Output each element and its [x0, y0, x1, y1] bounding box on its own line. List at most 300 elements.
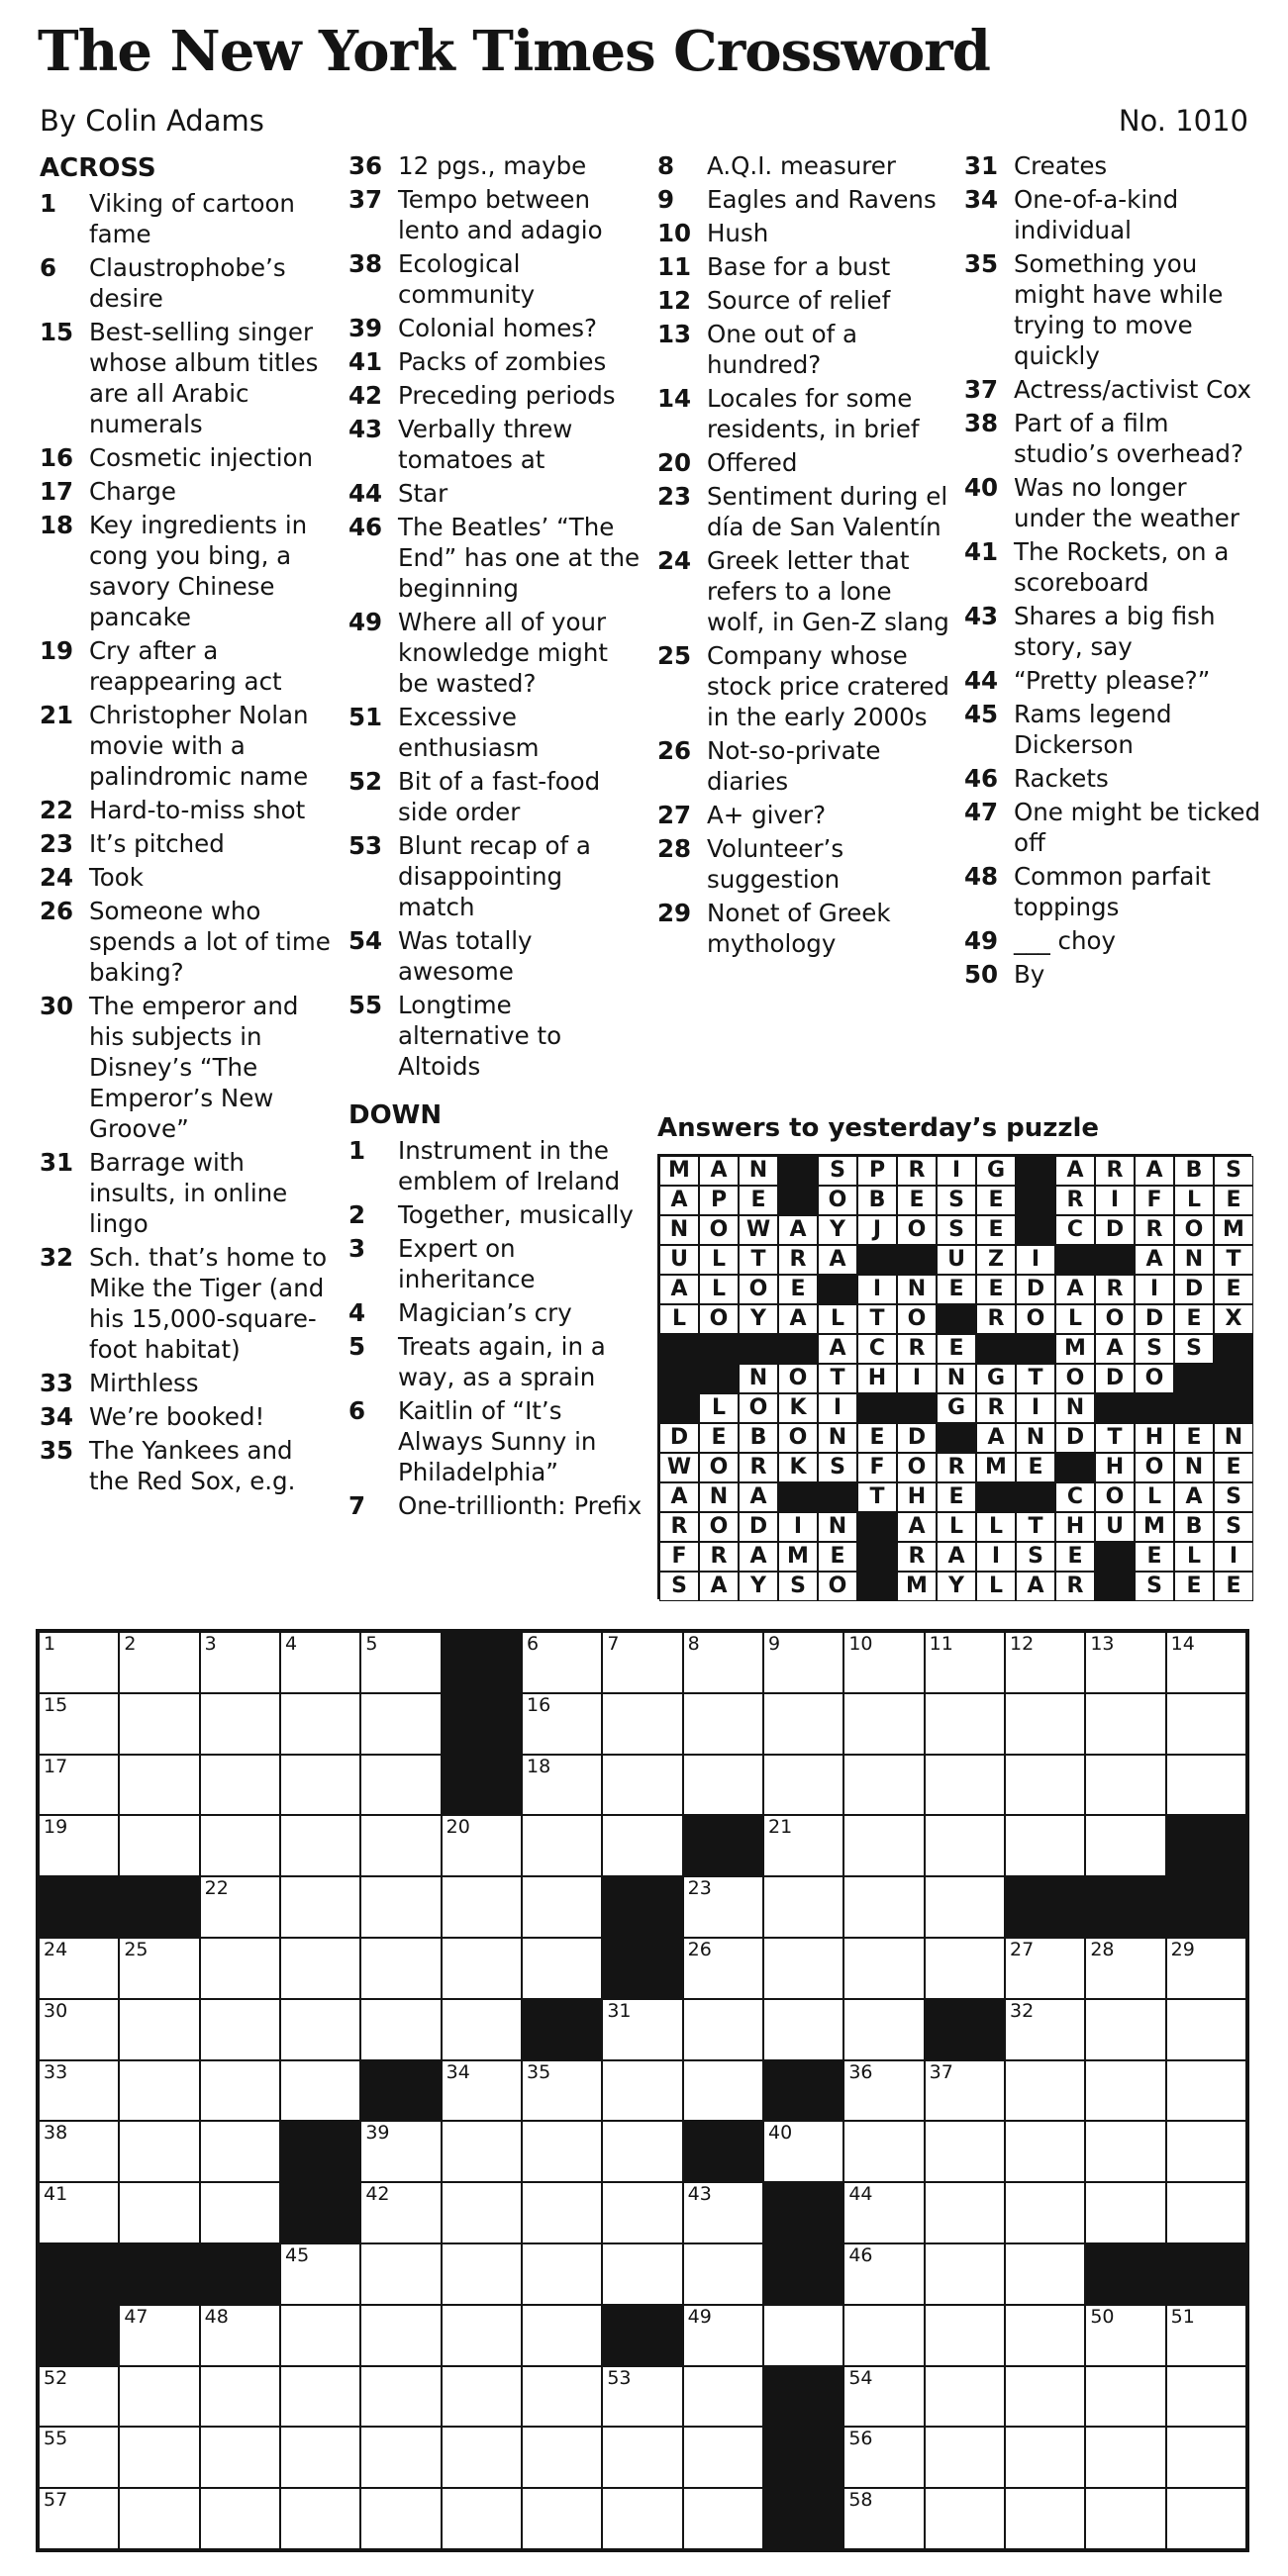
grid-cell[interactable] [1085, 2305, 1165, 2366]
grid-cell[interactable] [843, 1876, 924, 1938]
clue-text: The Rockets, on a scoreboard [1014, 537, 1230, 597]
grid-cell[interactable] [119, 1938, 199, 1999]
grid-cell[interactable] [683, 1755, 763, 1816]
grid-cell[interactable] [602, 2427, 682, 2488]
grid-cell[interactable] [280, 1693, 360, 1755]
grid-cell[interactable] [1005, 2488, 1085, 2549]
grid-cell[interactable] [1005, 1938, 1085, 1999]
grid-cell[interactable] [200, 2427, 280, 2488]
cell-number: 40 [768, 2122, 793, 2145]
grid-cell[interactable] [119, 1999, 199, 2060]
grid-cell[interactable] [442, 1938, 522, 1999]
down-clue [657, 184, 954, 215]
grid-cell[interactable] [39, 2488, 119, 2549]
clue-text: Rams legend Dickerson [1014, 700, 1172, 759]
black-square [360, 2060, 441, 2122]
grid-cell[interactable] [442, 2121, 522, 2182]
answer-black-square [976, 1334, 1016, 1364]
answer-letter: G [976, 1364, 1016, 1393]
grid-cell[interactable] [442, 2060, 522, 2122]
grid-cell[interactable] [1085, 2060, 1165, 2122]
grid-cell[interactable] [602, 2060, 682, 2122]
grid-cell[interactable] [200, 1938, 280, 1999]
grid-cell[interactable] [442, 1999, 522, 2060]
down-clue [964, 184, 1261, 245]
grid-cell[interactable] [602, 2121, 682, 2182]
answer-black-square [857, 1393, 897, 1423]
grid-cell[interactable] [39, 2121, 119, 2182]
grid-cell[interactable] [39, 1815, 119, 1876]
answer-letter: D [659, 1423, 699, 1453]
answer-letter: R [976, 1393, 1016, 1423]
grid-cell[interactable] [360, 1876, 441, 1938]
grid-cell[interactable] [925, 1876, 1005, 1938]
grid-cell[interactable] [280, 2305, 360, 2366]
grid-cell[interactable] [360, 1632, 441, 1693]
grid-cell[interactable] [522, 1938, 602, 1999]
grid-cell[interactable] [843, 2243, 924, 2305]
grid-cell[interactable] [683, 2182, 763, 2243]
grid-cell[interactable] [763, 1632, 843, 1693]
across-clue [348, 478, 645, 509]
cell-number: 39 [365, 2122, 390, 2145]
grid-cell[interactable] [360, 2121, 441, 2182]
grid-cell[interactable] [522, 2060, 602, 2122]
grid-cell[interactable] [763, 1693, 843, 1755]
grid-cell[interactable] [843, 2427, 924, 2488]
grid-cell[interactable] [602, 1755, 682, 1816]
grid-cell[interactable] [1085, 1693, 1165, 1755]
grid-cell[interactable] [683, 1999, 763, 2060]
grid-cell[interactable] [925, 1938, 1005, 1999]
grid-cell[interactable] [1085, 1632, 1165, 1693]
grid-cell[interactable] [1166, 1632, 1246, 1693]
grid-cell[interactable] [925, 2182, 1005, 2243]
grid-cell[interactable] [442, 1815, 522, 1876]
grid-cell[interactable] [280, 1755, 360, 1816]
answers-grid [657, 1154, 1251, 1599]
grid-cell[interactable] [683, 2243, 763, 2305]
grid-cell[interactable] [360, 2182, 441, 2243]
answer-letter: D [897, 1423, 937, 1453]
clue-text: A.Q.I. measurer [707, 151, 896, 180]
grid-cell[interactable] [39, 2182, 119, 2243]
grid-cell[interactable] [763, 1938, 843, 1999]
grid-cell[interactable] [602, 2243, 682, 2305]
answer-letter: X [1214, 1304, 1253, 1334]
answer-letter: N [659, 1215, 699, 1245]
answer-black-square [857, 1572, 897, 1601]
cell-number: 6 [527, 1633, 540, 1655]
clue-text: Sch. that’s home to Mike the Tiger (and his 15,000-square-foot habitat) [89, 1243, 328, 1364]
grid-cell[interactable] [200, 2488, 280, 2549]
grid-cell[interactable] [602, 1815, 682, 1876]
down-clue [964, 925, 1261, 956]
answer-letter: A [699, 1572, 739, 1601]
grid-cell[interactable] [683, 1632, 763, 1693]
grid-cell[interactable] [925, 2366, 1005, 2428]
grid-cell[interactable] [522, 2305, 602, 2366]
grid-cell[interactable] [280, 2366, 360, 2428]
grid-cell[interactable] [1085, 2366, 1165, 2428]
grid-cell[interactable] [360, 2305, 441, 2366]
across-clue [40, 795, 337, 825]
grid-cell[interactable] [683, 2305, 763, 2366]
answer-letter: O [1055, 1364, 1095, 1393]
grid-cell[interactable] [1166, 2121, 1246, 2182]
grid-cell[interactable] [39, 2366, 119, 2428]
clue-number: 51 [348, 703, 383, 731]
grid-cell[interactable] [119, 2060, 199, 2122]
clue-number: 34 [964, 185, 999, 214]
grid-cell[interactable] [1005, 1815, 1085, 1876]
answer-letter: I [1016, 1393, 1055, 1423]
black-square [1085, 1876, 1165, 1938]
answer-letter: A [659, 1482, 699, 1512]
grid-cell[interactable] [522, 2366, 602, 2428]
grid-cell[interactable] [1166, 1693, 1246, 1755]
grid-cell[interactable] [683, 1876, 763, 1938]
grid-cell[interactable] [925, 2488, 1005, 2549]
grid-cell[interactable] [763, 2121, 843, 2182]
grid-cell[interactable] [200, 2182, 280, 2243]
grid-cell[interactable] [280, 1632, 360, 1693]
grid-cell[interactable] [602, 1693, 682, 1755]
grid-cell[interactable] [1166, 1999, 1246, 2060]
grid-cell[interactable] [843, 1815, 924, 1876]
across-clue [40, 991, 337, 1144]
grid-cell[interactable] [1005, 2366, 1085, 2428]
grid-cell[interactable] [360, 1938, 441, 1999]
grid-cell[interactable] [442, 2488, 522, 2549]
black-square [39, 1876, 119, 1938]
grid-cell[interactable] [1085, 2182, 1165, 2243]
grid-cell[interactable] [1166, 2427, 1246, 2488]
grid-cell[interactable] [763, 1815, 843, 1876]
grid-cell[interactable] [39, 1693, 119, 1755]
grid-cell[interactable] [360, 2366, 441, 2428]
answer-black-square [1095, 1572, 1135, 1601]
grid-cell[interactable] [843, 2182, 924, 2243]
grid-cell[interactable] [119, 2121, 199, 2182]
black-square [1166, 1815, 1246, 1876]
answer-letter: H [857, 1364, 897, 1393]
grid-cell[interactable] [683, 2488, 763, 2549]
answer-letter: O [699, 1512, 739, 1542]
grid-cell[interactable] [280, 1999, 360, 2060]
answer-letter: I [1016, 1245, 1055, 1275]
answer-black-square [976, 1482, 1016, 1512]
grid-cell[interactable] [1166, 2305, 1246, 2366]
grid-cell[interactable] [119, 1693, 199, 1755]
grid-cell[interactable] [1166, 2060, 1246, 2122]
answer-letter: P [699, 1186, 739, 1215]
across-clue [348, 990, 645, 1082]
grid-cell[interactable] [1005, 1632, 1085, 1693]
answer-black-square [1174, 1393, 1214, 1423]
down-clue [964, 797, 1261, 858]
grid-cell[interactable] [200, 2366, 280, 2428]
grid-cell[interactable] [442, 2305, 522, 2366]
across-clue [348, 702, 645, 763]
grid-cell[interactable] [522, 2243, 602, 2305]
grid-cell[interactable] [360, 1693, 441, 1755]
grid-cell[interactable] [843, 2060, 924, 2122]
across-clue [40, 317, 337, 439]
answer-letter: Y [739, 1304, 778, 1334]
grid-cell[interactable] [925, 2243, 1005, 2305]
clue-number: 31 [40, 1148, 74, 1177]
down-clue [348, 1297, 645, 1328]
grid-cell[interactable] [925, 1693, 1005, 1755]
answer-letter: L [1135, 1482, 1174, 1512]
grid-cell[interactable] [280, 2488, 360, 2549]
black-square [39, 2305, 119, 2366]
cell-number: 43 [687, 2183, 712, 2206]
grid-cell[interactable] [1085, 1999, 1165, 2060]
grid-cell[interactable] [602, 2366, 682, 2428]
cell-number: 12 [1010, 1633, 1035, 1655]
grid-cell[interactable] [39, 1938, 119, 1999]
grid-cell[interactable] [442, 1876, 522, 1938]
grid-cell[interactable] [1166, 2488, 1246, 2549]
grid-cell[interactable] [1005, 2060, 1085, 2122]
clue-column-3 [657, 150, 954, 962]
clue-text: Charge [89, 477, 176, 506]
grid-cell[interactable] [1166, 2366, 1246, 2428]
clue-number: 46 [964, 764, 999, 793]
clue-number: 5 [348, 1332, 366, 1361]
cell-number: 15 [44, 1693, 68, 1716]
grid-cell[interactable] [119, 2366, 199, 2428]
cell-number: 30 [44, 1999, 68, 2022]
answer-letter: F [857, 1453, 897, 1482]
grid-cell[interactable] [1005, 1755, 1085, 1816]
grid-cell[interactable] [360, 2488, 441, 2549]
across-clue [40, 252, 337, 314]
cell-number: 18 [527, 1755, 551, 1777]
grid-cell[interactable] [119, 2182, 199, 2243]
across-clue [40, 442, 337, 473]
down-clue [964, 665, 1261, 696]
grid-cell[interactable] [1085, 2488, 1165, 2549]
grid-cell[interactable] [843, 1755, 924, 1816]
grid-cell[interactable] [39, 2427, 119, 2488]
answer-letter: A [1055, 1275, 1095, 1304]
grid-cell[interactable] [683, 2427, 763, 2488]
grid-cell[interactable] [925, 1632, 1005, 1693]
clue-text: Claustrophobe’s desire [89, 253, 286, 313]
answer-black-square [818, 1482, 857, 1512]
answer-letter: L [659, 1304, 699, 1334]
grid-cell[interactable] [200, 1632, 280, 1693]
answer-letter: S [778, 1572, 818, 1601]
grid-cell[interactable] [1005, 1999, 1085, 2060]
down-clue [964, 248, 1261, 371]
grid-cell[interactable] [1005, 2121, 1085, 2182]
across-clue [40, 1242, 337, 1365]
grid-cell[interactable] [119, 1632, 199, 1693]
grid-cell[interactable] [522, 2427, 602, 2488]
grid-cell[interactable] [1005, 2305, 1085, 2366]
across-clue [348, 248, 645, 310]
cell-number: 29 [1170, 1938, 1195, 1960]
answer-letter: L [699, 1275, 739, 1304]
grid-cell[interactable] [522, 1876, 602, 1938]
grid-cell[interactable] [39, 1999, 119, 2060]
grid-cell[interactable] [843, 2305, 924, 2366]
answer-letter: S [1214, 1482, 1253, 1512]
black-square [119, 1876, 199, 1938]
grid-cell[interactable] [119, 1815, 199, 1876]
grid-cell[interactable] [280, 2427, 360, 2488]
answer-letter: A [1016, 1572, 1055, 1601]
answer-letter: O [897, 1453, 937, 1482]
answer-letter: O [739, 1393, 778, 1423]
grid-cell[interactable] [442, 2427, 522, 2488]
grid-cell[interactable] [925, 2121, 1005, 2182]
grid-cell[interactable] [1085, 1815, 1165, 1876]
grid-cell[interactable] [442, 2243, 522, 2305]
grid-cell[interactable] [1166, 2182, 1246, 2243]
grid-cell[interactable] [1166, 1755, 1246, 1816]
grid-cell[interactable] [843, 1693, 924, 1755]
cell-number: 22 [204, 1877, 229, 1900]
grid-cell[interactable] [280, 1815, 360, 1876]
grid-cell[interactable] [39, 2060, 119, 2122]
grid-cell[interactable] [683, 2060, 763, 2122]
black-square [39, 2243, 119, 2305]
grid-cell[interactable] [925, 2427, 1005, 2488]
grid-cell[interactable] [119, 1755, 199, 1816]
grid-cell[interactable] [522, 2121, 602, 2182]
grid-cell[interactable] [763, 1755, 843, 1816]
clue-text: ___ choy [1014, 926, 1117, 955]
grid-cell[interactable] [763, 2305, 843, 2366]
grid-cell[interactable] [1005, 1693, 1085, 1755]
grid-cell[interactable] [763, 1876, 843, 1938]
clue-number: 52 [348, 767, 383, 796]
answer-letter: I [897, 1364, 937, 1393]
grid-cell[interactable] [522, 1693, 602, 1755]
answer-letter: E [1174, 1304, 1214, 1334]
answer-letter: S [659, 1572, 699, 1601]
clue-number: 35 [964, 249, 999, 278]
clue-column-4 [964, 150, 1261, 993]
grid-cell[interactable] [843, 1632, 924, 1693]
clue-column-2 [348, 150, 645, 1524]
answer-letter: U [937, 1245, 976, 1275]
grid-cell[interactable] [683, 1693, 763, 1755]
grid-cell[interactable] [360, 2427, 441, 2488]
cell-number: 5 [365, 1633, 378, 1655]
grid-cell[interactable] [1166, 1938, 1246, 1999]
grid-cell[interactable] [200, 1999, 280, 2060]
grid-cell[interactable] [843, 1938, 924, 1999]
clue-number: 32 [40, 1243, 74, 1272]
grid-cell[interactable] [119, 2305, 199, 2366]
grid-cell[interactable] [1085, 1755, 1165, 1816]
grid-cell[interactable] [522, 1815, 602, 1876]
grid-cell[interactable] [442, 2366, 522, 2428]
grid-cell[interactable] [280, 1938, 360, 1999]
grid-cell[interactable] [843, 2366, 924, 2428]
grid-cell[interactable] [200, 2305, 280, 2366]
clue-text: Volunteer’s suggestion [707, 834, 844, 894]
clue-text: Magician’s cry [398, 1298, 572, 1327]
grid-cell[interactable] [360, 1755, 441, 1816]
black-square [602, 1938, 682, 1999]
grid-cell[interactable] [763, 1999, 843, 2060]
grid-cell[interactable] [602, 1632, 682, 1693]
answer-letter: O [1016, 1304, 1055, 1334]
grid-cell[interactable] [119, 2488, 199, 2549]
answer-letter: N [1174, 1245, 1214, 1275]
grid-cell[interactable] [360, 1999, 441, 2060]
grid-cell[interactable] [39, 1632, 119, 1693]
grid-cell[interactable] [200, 2121, 280, 2182]
grid-cell[interactable] [602, 2488, 682, 2549]
clue-text: Company whose stock price cratered in the early 2000s [707, 641, 949, 731]
grid-cell[interactable] [280, 2060, 360, 2122]
grid-cell[interactable] [843, 2121, 924, 2182]
grid-cell[interactable] [39, 1755, 119, 1816]
grid-cell[interactable] [602, 1999, 682, 2060]
answer-letter: A [739, 1482, 778, 1512]
answer-letter: D [739, 1512, 778, 1542]
grid-cell[interactable] [843, 2488, 924, 2549]
grid-cell[interactable] [522, 1632, 602, 1693]
clue-text: One-of-a-kind individual [1014, 185, 1179, 244]
clue-text: Blunt recap of a disappointing match [398, 831, 591, 921]
grid-cell[interactable] [522, 2488, 602, 2549]
answer-letter: O [699, 1304, 739, 1334]
grid-cell[interactable] [1005, 2427, 1085, 2488]
grid-cell[interactable] [360, 1815, 441, 1876]
grid-cell[interactable] [925, 1755, 1005, 1816]
grid-cell[interactable] [522, 1755, 602, 1816]
grid-cell[interactable] [200, 1755, 280, 1816]
answer-letter: A [1095, 1334, 1135, 1364]
grid-cell[interactable] [280, 2243, 360, 2305]
grid-cell[interactable] [843, 1999, 924, 2060]
grid-cell[interactable] [442, 2182, 522, 2243]
grid-cell[interactable] [683, 1938, 763, 1999]
grid-cell[interactable] [200, 2060, 280, 2122]
grid-cell[interactable] [1085, 2427, 1165, 2488]
grid-cell[interactable] [200, 1815, 280, 1876]
black-square [763, 2182, 843, 2243]
grid-cell[interactable] [1005, 2182, 1085, 2243]
grid-cell[interactable] [200, 1693, 280, 1755]
grid-cell[interactable] [1085, 1938, 1165, 1999]
grid-cell[interactable] [522, 2182, 602, 2243]
grid-cell[interactable] [280, 1876, 360, 1938]
grid-cell[interactable] [683, 2366, 763, 2428]
answer-black-square [857, 1542, 897, 1572]
grid-cell[interactable] [925, 1815, 1005, 1876]
grid-cell[interactable] [602, 2182, 682, 2243]
grid-cell[interactable] [1005, 2243, 1085, 2305]
grid-cell[interactable] [925, 2305, 1005, 2366]
grid-cell[interactable] [200, 1876, 280, 1938]
grid-cell[interactable] [360, 2243, 441, 2305]
grid-cell[interactable] [1085, 2121, 1165, 2182]
grid-cell[interactable] [119, 2427, 199, 2488]
answer-letter: L [1174, 1186, 1214, 1215]
answer-black-square [897, 1245, 937, 1275]
grid-cell[interactable] [925, 2060, 1005, 2122]
